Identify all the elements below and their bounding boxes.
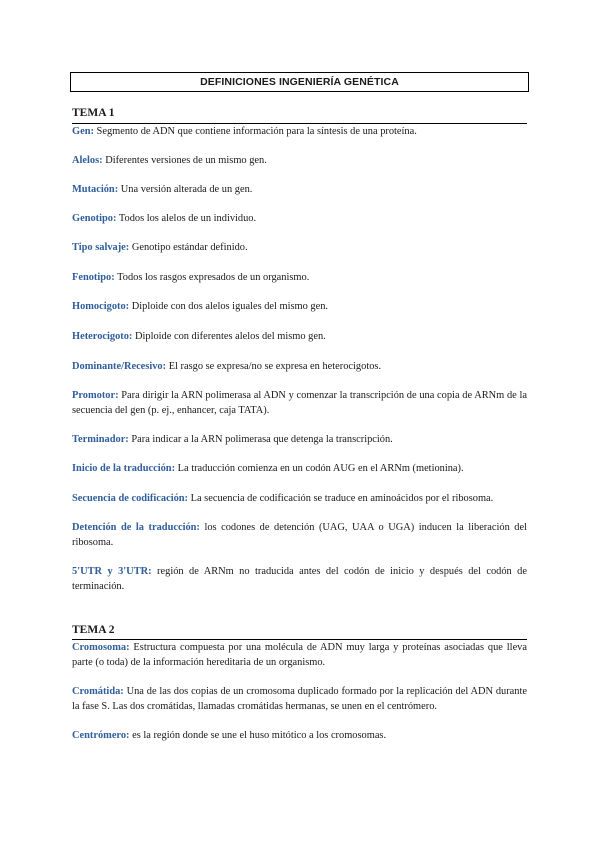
term: Gen:	[72, 126, 94, 137]
definition-text: Para dirigir la ARN polimerasa al ADN y comenzar la transcripción de una copia de ARNm de la secuencia del gen (p. ej., enhancer, caja TATA).	[72, 390, 527, 416]
definition-cromosoma	[72, 641, 527, 670]
term: Tipo salvaje:	[72, 242, 130, 253]
definition-text: Diferentes versiones de un mismo gen.	[105, 155, 267, 166]
section-divider	[72, 123, 527, 124]
definition-text: Segmento de ADN que contiene información para la síntesis de una proteína.	[96, 126, 417, 137]
definition-text: Genotipo estándar definido.	[131, 242, 248, 253]
definition-text: Una de las dos copias de un cromosoma duplicado formado por la replicación del ADN durante la fase S. Las dos cromátidas, llamadas cromátidas hermanas, se unen en el centrómero.	[72, 686, 527, 712]
definition-text: Todos los alelos de un individuo.	[118, 213, 257, 224]
definition-text: La secuencia de codificación se traduce en aminoácidos por el ribosoma.	[190, 493, 494, 504]
term: Genotipo:	[72, 213, 117, 224]
definition-text: los codones de detención (UAG, UAA o UGA) inducen la liberación del ribosoma.	[72, 522, 527, 548]
definition-text: Todos los rasgos expresados de un organismo.	[117, 272, 310, 283]
definition-text: El rasgo se expresa/no se expresa en heterocigotos.	[168, 361, 382, 372]
definition-text: región de ARNm no traducida antes del codón de inicio y después del codón de terminación.	[72, 566, 527, 592]
definition-mutacion	[72, 183, 527, 198]
definition-text: es la región donde se une el huso mitótico a los cromosomas.	[132, 730, 387, 741]
term: Secuencia de codificación:	[72, 493, 189, 504]
definition-utr	[72, 565, 527, 594]
definition-alelos	[72, 154, 527, 169]
definition-genotipo	[72, 212, 527, 227]
term: Alelos:	[72, 155, 103, 166]
section-heading-tema-1: TEMA 1	[72, 107, 115, 119]
definition-terminador	[72, 433, 527, 448]
term: Mutación:	[72, 184, 119, 195]
section-divider	[72, 639, 527, 640]
term: Fenotipo:	[72, 272, 115, 283]
definition-text: Una versión alterada de un gen.	[120, 184, 253, 195]
page-title: DEFINICIONES INGENIERÍA GENÉTICA	[70, 72, 529, 92]
definition-text: Estructura compuesta por una molécula de ADN muy larga y proteínas asociadas que lleva parte (o toda) de la información hereditaria de un organismo.	[72, 642, 527, 668]
term: Centrómero:	[72, 730, 130, 741]
term: Cromátida:	[72, 686, 124, 697]
definition-homocigoto	[72, 300, 527, 315]
term: Dominante/Recesivo:	[72, 361, 167, 372]
term: Heterocigoto:	[72, 331, 133, 342]
definition-centromero	[72, 729, 527, 744]
section-heading-tema-2: TEMA 2	[72, 624, 115, 636]
definition-gen	[72, 125, 527, 140]
definition-promotor	[72, 389, 527, 418]
definition-text: La traducción comienza en un codón AUG en el ARNm (metionina).	[177, 463, 464, 474]
term: Detención de la traducción:	[72, 522, 200, 533]
definition-dominante-recesivo	[72, 360, 527, 375]
term: Cromosoma:	[72, 642, 130, 653]
definition-text: Diploide con diferentes alelos del mismo gen.	[135, 331, 326, 342]
definition-text: Diploide con dos alelos iguales del mismo gen.	[131, 301, 328, 312]
definition-detencion-traduccion	[72, 521, 527, 550]
definition-secuencia-codificacion	[72, 492, 527, 507]
term: 5'UTR y 3'UTR:	[72, 566, 152, 577]
term: Promotor:	[72, 390, 119, 401]
term: Terminador:	[72, 434, 129, 445]
definition-cromatida	[72, 685, 527, 714]
term: Inicio de la traducción:	[72, 463, 176, 474]
definition-fenotipo	[72, 271, 527, 286]
definition-inicio-traduccion	[72, 462, 527, 477]
definition-tipo-salvaje	[72, 241, 527, 256]
definition-heterocigoto	[72, 330, 527, 345]
definition-text: Para indicar a la ARN polimerasa que detenga la transcripción.	[131, 434, 393, 445]
term: Homocigoto:	[72, 301, 130, 312]
